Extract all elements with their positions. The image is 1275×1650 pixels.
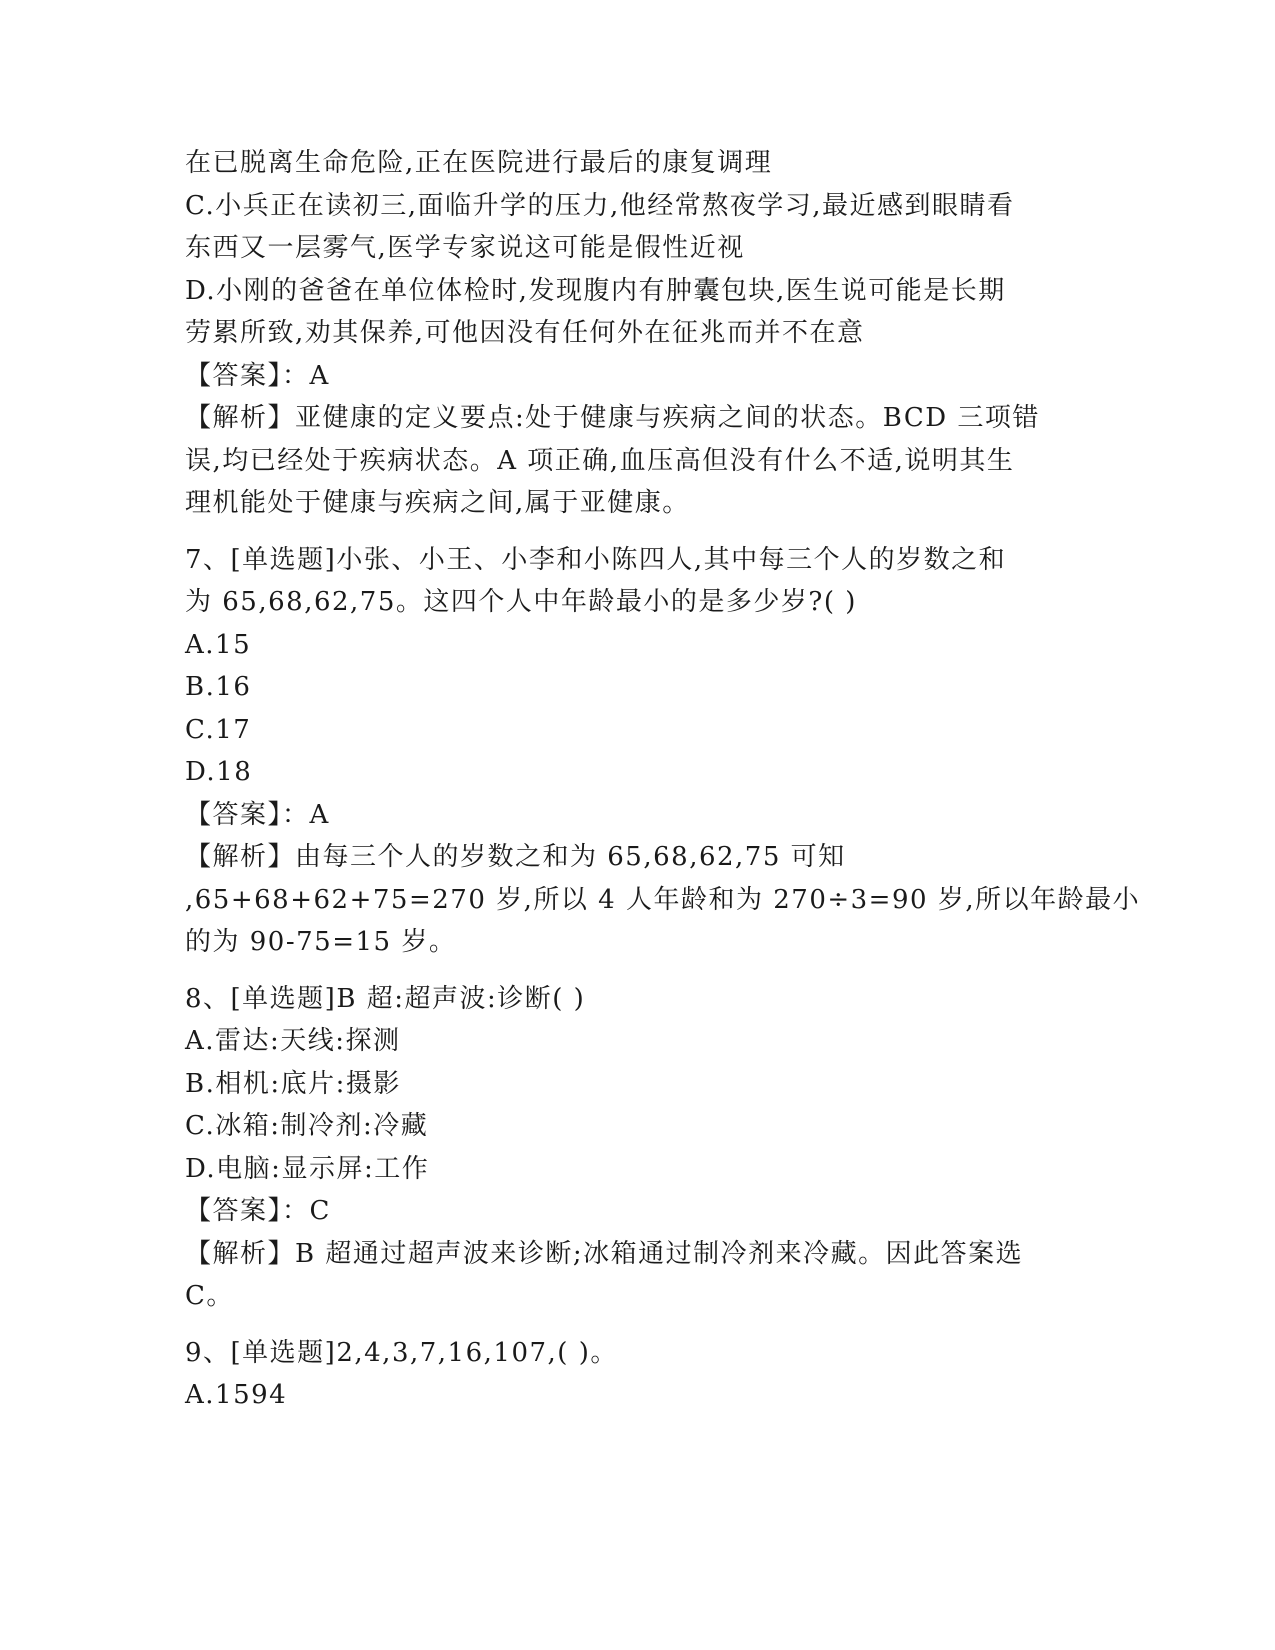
text-line: 东西又一层雾气,医学专家说这可能是假性近视 (185, 233, 745, 263)
option-d: D.电脑:显示屏:工作 (185, 1153, 430, 1184)
option-c: C.冰箱:制冷剂:冷藏 (185, 1111, 429, 1141)
option-b: B.相机:底片:摄影 (185, 1068, 401, 1099)
text-line: C。 (185, 1281, 234, 1311)
option-a: A.雷达:天线:探测 (185, 1026, 401, 1056)
option-d: D.小刚的爸爸在单位体检时,发现腹内有肿囊包块,医生说可能是长期 (185, 275, 1006, 306)
answer-line: 【答案】：A (185, 799, 330, 830)
text-line: 劳累所致,劝其保养,可他因没有任何外在征兆而并不在意 (185, 318, 865, 348)
option-d: D.18 (185, 757, 253, 787)
question-7 (185, 539, 1141, 964)
question-8 (185, 978, 1085, 1318)
question-stem: 7、[单选题]小张、小王、小李和小陈四人,其中每三个人的岁数之和 (185, 544, 1007, 575)
document-page (185, 142, 1141, 1417)
question-stem: 8、[单选题]B 超:超声波:诊断( ) (185, 983, 586, 1014)
text-line: 的为 90-75=15 岁。 (185, 927, 457, 957)
analysis-line: 【解析】亚健康的定义要点:处于健康与疾病之间的状态。BCD 三项错 (185, 403, 1040, 433)
option-a: A.1594 (185, 1380, 288, 1410)
question-6-continuation (185, 142, 1085, 525)
analysis-line: 【解析】由每三个人的岁数之和为 65,68,62,75 可知 (185, 842, 846, 872)
option-a: A.15 (185, 629, 252, 660)
answer-line: 【答案】：C (185, 1196, 331, 1226)
question-9 (185, 1332, 1085, 1417)
question-stem: 9、[单选题]2,4,3,7,16,107,( )。 (185, 1337, 618, 1368)
text-line: ,65+68+62+75=270 岁,所以 4 人年龄和为 270÷3=90 岁,所以年龄最小 (185, 884, 1141, 915)
option-b: B.16 (185, 672, 252, 702)
text-line: 在已脱离生命危险,正在医院进行最后的康复调理 (185, 148, 773, 178)
text-line: 误,均已经处于疾病状态。A 项正确,血压高但没有什么不适,说明其生 (185, 445, 1015, 476)
analysis-line: 【解析】B 超通过超声波来诊断;冰箱通过制冷剂来冷藏。因此答案选 (185, 1238, 1024, 1269)
text-line: 理机能处于健康与疾病之间,属于亚健康。 (185, 488, 690, 518)
question-stem: 为 65,68,62,75。这四个人中年龄最小的是多少岁?( ) (185, 587, 857, 617)
answer-line: 【答案】：A (185, 360, 330, 391)
option-c: C.小兵正在读初三,面临升学的压力,他经常熬夜学习,最近感到眼睛看 (185, 190, 1015, 221)
option-c: C.17 (185, 714, 252, 745)
